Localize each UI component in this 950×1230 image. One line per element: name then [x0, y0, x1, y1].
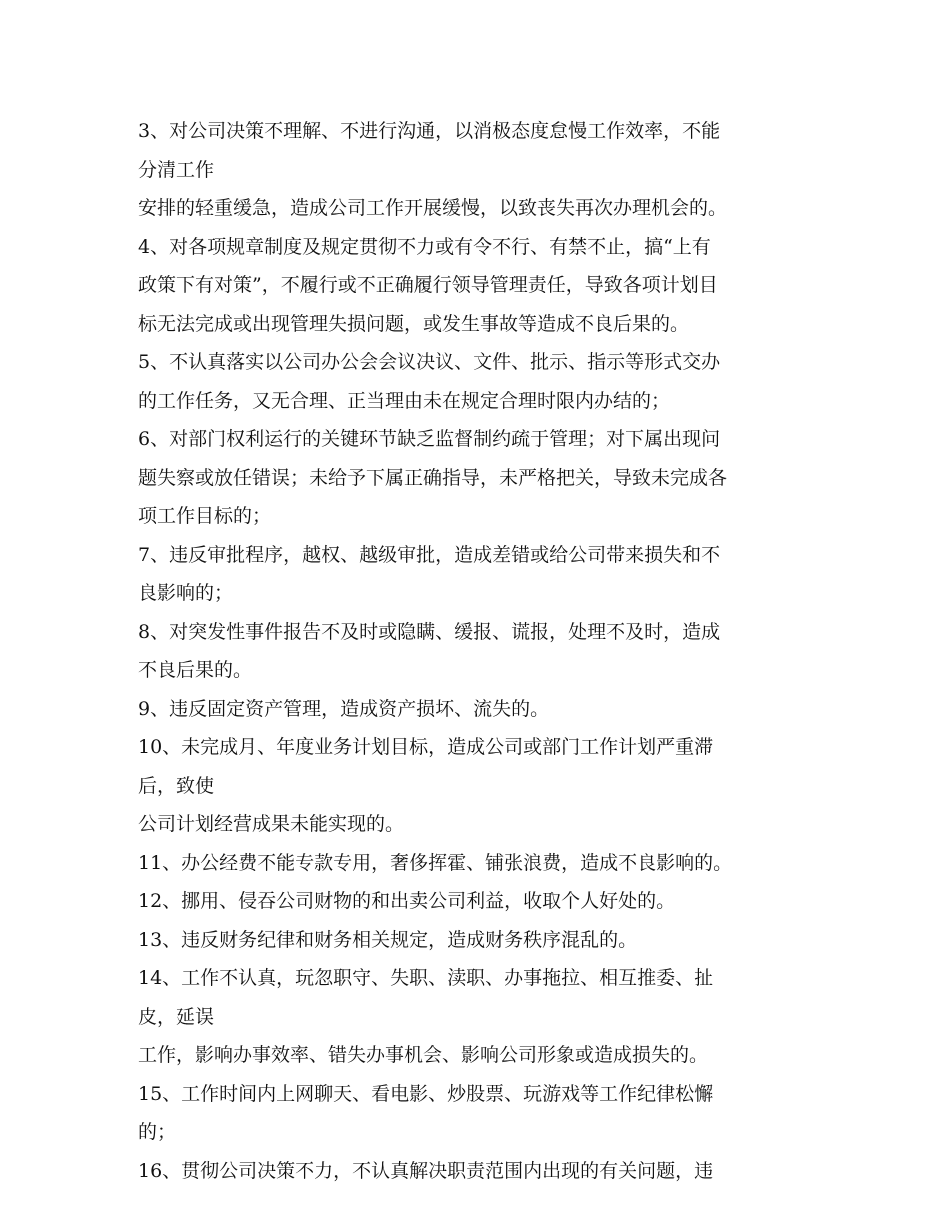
- text-line: 10、未完成月、年度业务计划目标，造成公司或部门工作计划严重滞: [138, 736, 714, 758]
- text-line: 16、贯彻公司决策不力，不认真解决职责范围内出现的有关问题，违: [138, 1159, 714, 1182]
- text-line: 6、对部门权利运行的关键环节缺乏监督制约疏于管理；对下属出现问: [138, 428, 721, 450]
- text-line: 标无法完成或出现管理失损问题，或发生事故等造成不良后果的。: [138, 312, 690, 335]
- text-line: 的；: [138, 1121, 177, 1143]
- text-line: 政策下有对策”，不履行或不正确履行领导管理责任，导致各项计划目: [138, 274, 718, 296]
- text-line: 的工作任务，又无合理、正当理由未在规定合理时限内办结的；: [138, 389, 671, 412]
- text-line: 工作，影响办事效率、错失办事机会、影响公司形象或造成损失的。: [138, 1044, 709, 1066]
- text-line: 4、对各项规章制度及规定贯彻不力或有令不行、有禁不止，搞“上有: [138, 235, 711, 258]
- text-line: 5、不认真落实以公司办公会会议决议、文件、批示、指示等形式交办: [138, 351, 721, 373]
- text-line: 9、违反固定资产管理，造成资产损坏、流失的。: [138, 697, 550, 720]
- text-line: 15、工作时间内上网聊天、看电影、炒股票、玩游戏等工作纪律松懈: [138, 1082, 714, 1105]
- text-line: 13、违反财务纪律和财务相关规定，造成财务秩序混乱的。: [138, 928, 638, 951]
- text-line: 皮，延误: [138, 1005, 215, 1028]
- text-line: 安排的轻重缓急，造成公司工作开展缓慢，以致丧失再次办理机会的。: [138, 197, 728, 219]
- text-line: 良影响的；: [138, 582, 234, 604]
- text-line: 后，致使: [138, 774, 215, 797]
- text-line: 分清工作: [138, 158, 215, 181]
- text-line: 12、挪用、侵吞公司财物的和出卖公司利益，收取个人好处的。: [138, 890, 676, 912]
- text-line: 3、对公司决策不理解、不进行沟通，以消极态度怠慢工作效率，不能: [138, 120, 721, 142]
- text-line: 题失察或放任错误；未给予下属正确指导，未严格把关，导致未完成各: [138, 466, 728, 489]
- text-line: 14、工作不认真，玩忽职守、失职、渎职、办事拖拉、相互推委、扯: [138, 967, 714, 989]
- text-line: 8、对突发性事件报告不及时或隐瞒、缓报、谎报，处理不及时，造成: [138, 620, 721, 643]
- text-line: 11、办公经费不能专款专用，奢侈挥霍、铺张浪费，造成不良影响的。: [138, 851, 733, 874]
- text-line: 不良后果的。: [138, 659, 253, 681]
- document-body: [138, 112, 818, 1190]
- text-line: 7、违反审批程序，越权、越级审批，造成差错或给公司带来损失和不: [138, 543, 721, 566]
- text-line: 项工作目标的；: [138, 505, 272, 527]
- text-line: 公司计划经营成果未能实现的。: [138, 813, 405, 835]
